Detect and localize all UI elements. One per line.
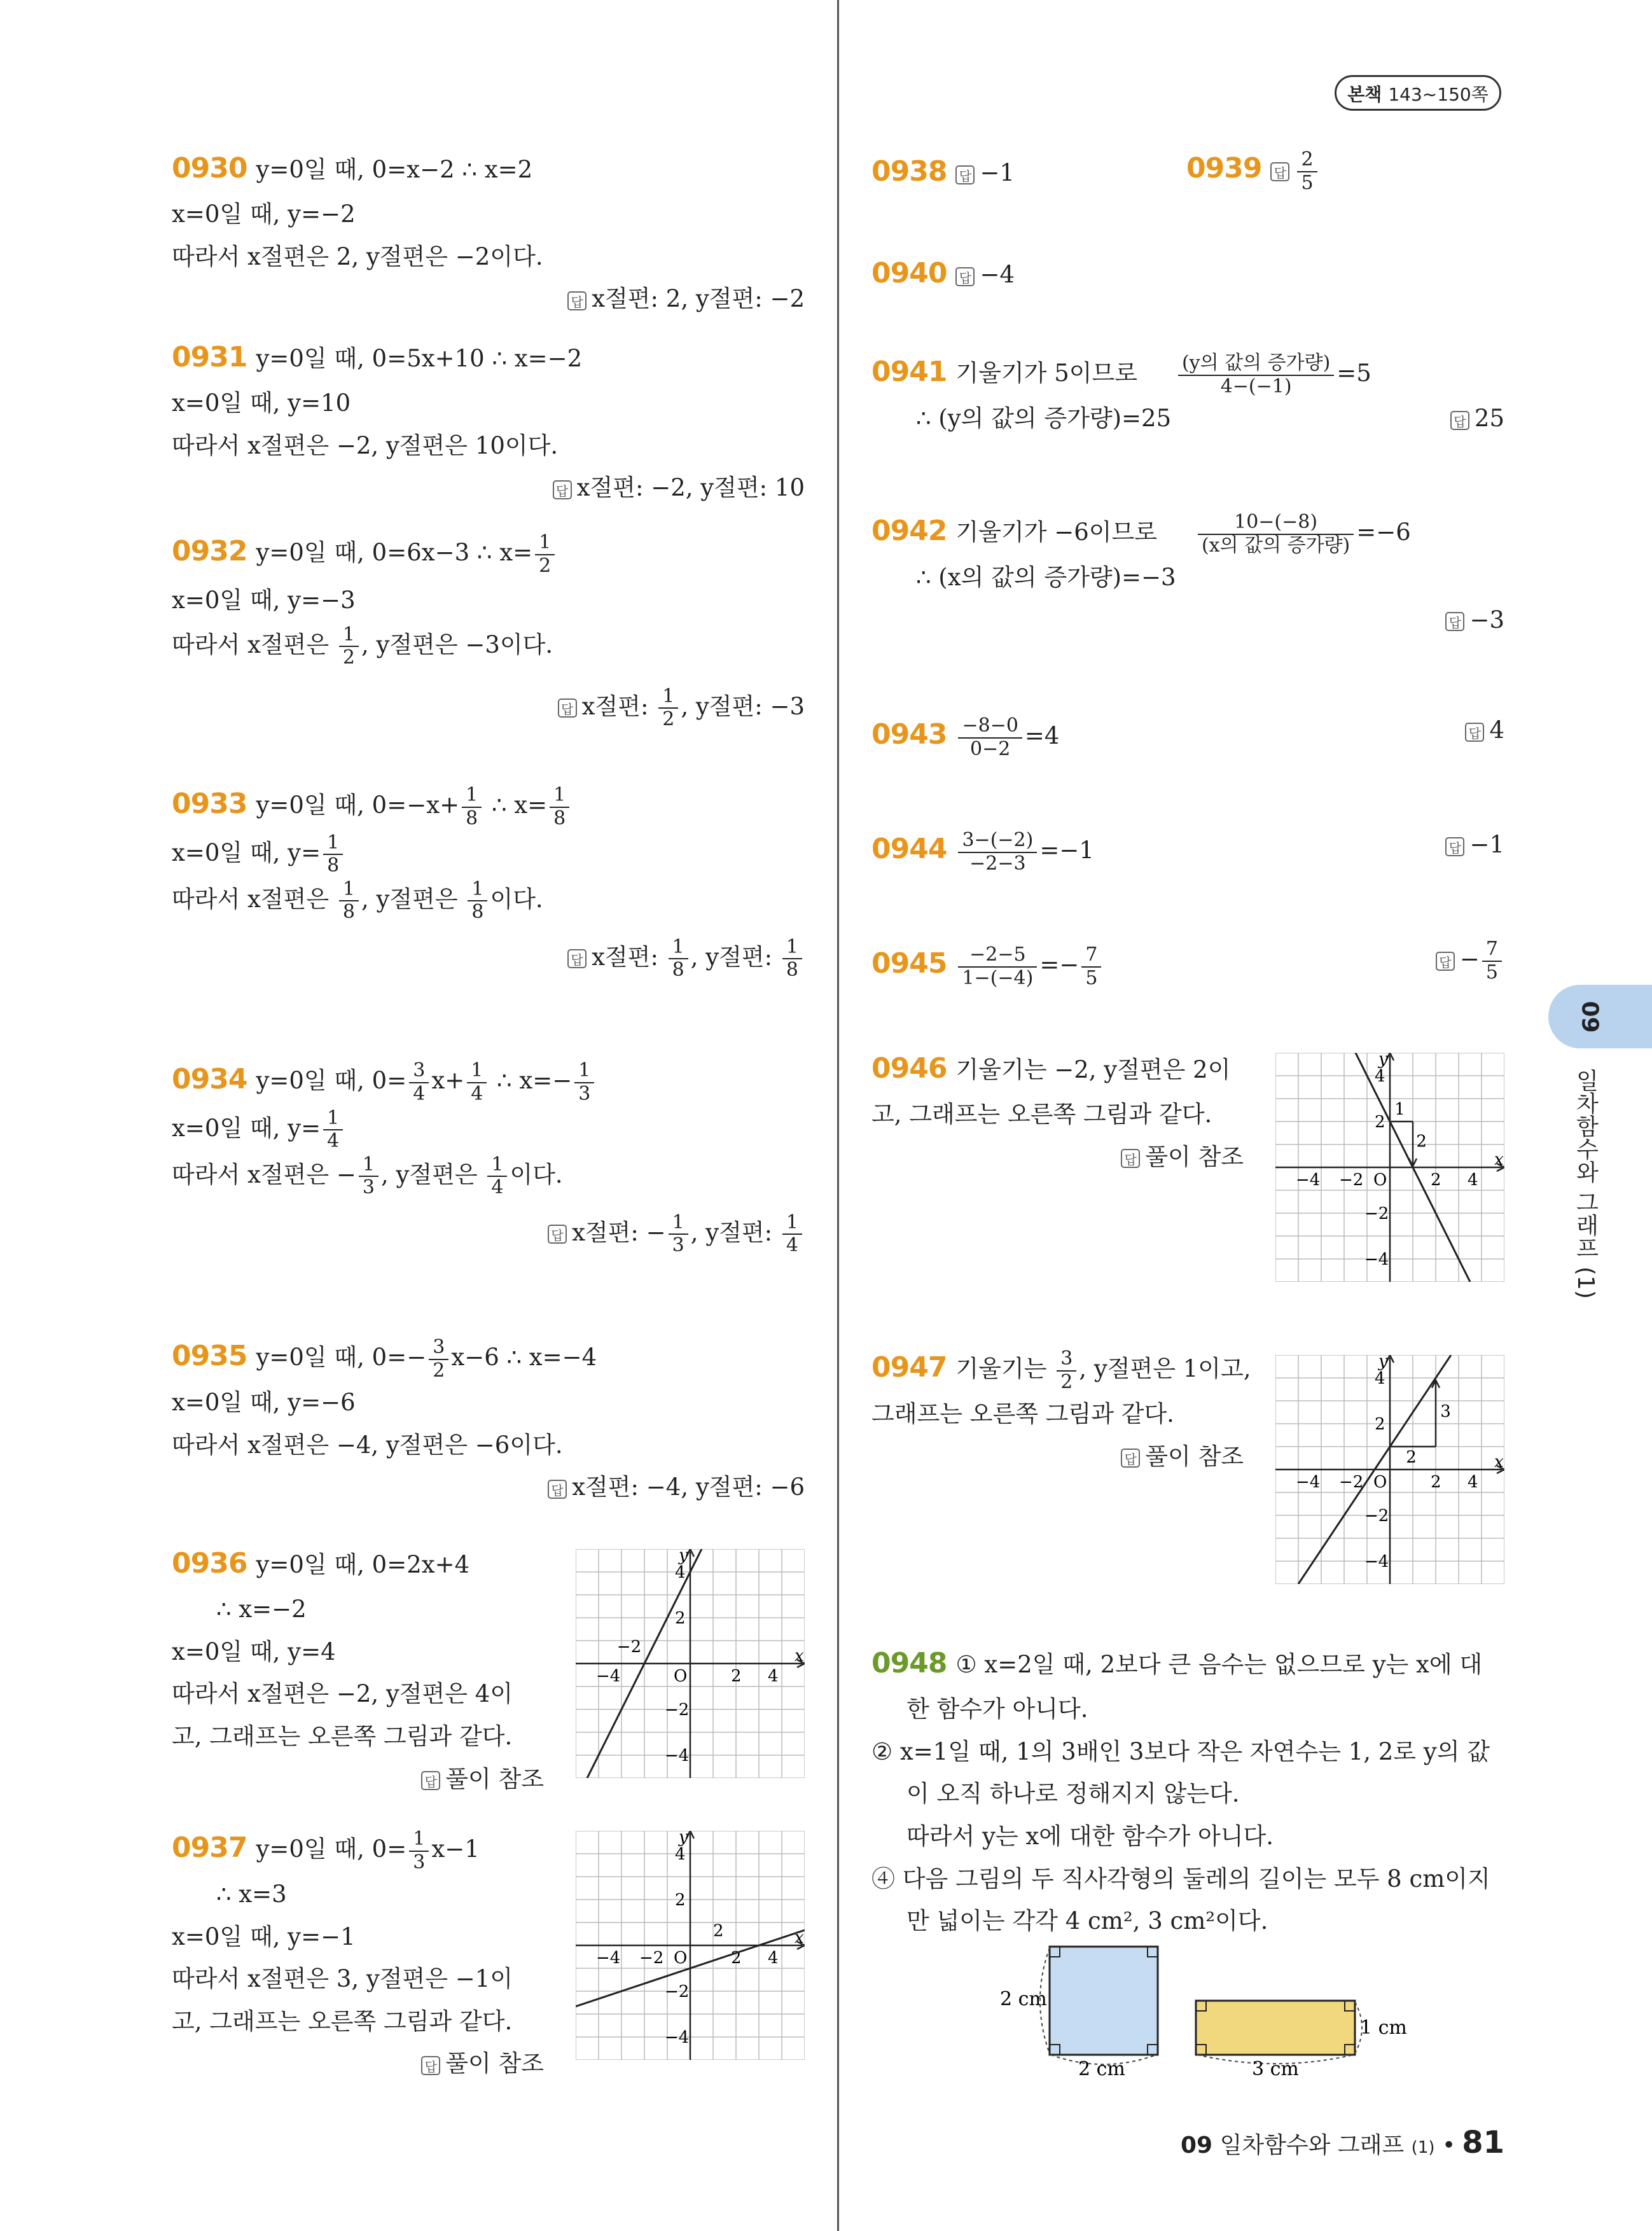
problem-0938: 0938 답 −1 — [871, 155, 1015, 188]
y-tick-label: 2 — [675, 1891, 686, 1910]
y-tick-label: 2 — [1375, 1415, 1385, 1434]
y-axis-label: y — [1378, 1355, 1388, 1371]
problem-0941: 0941 기울기가 5이므로 $\frac{\text{(y의 값의 증가량)}}{4-(-1)}$ =5 ∴ (y의 값의 증가량)=25 답 25 — [871, 352, 1504, 432]
x-intercept-label: −2 — [616, 1637, 642, 1657]
point-label: 2 — [713, 1921, 724, 1941]
problem-0931: 0931 y=0일 때, 0=5x+10 ∴ x=−2 x=0일 때, y=10 따라서 x절편은 −2, y절편은 10이다. 답 x절편: −2, y절편: 10 — [172, 341, 805, 502]
origin-label: O — [1373, 1171, 1387, 1190]
problem-0933: 0933 y=0일 때, 0=−x+ $\frac{1}{8}$ ∴ x= $\frac{1}{8}$ x=0일 때, y= $\frac{1}{8}$ 따라서 x절편은 $\frac{1}{8}$ , y절편은 $\frac{1}{8}$ 이다. 답 x절편: $\frac{1}{8}$ , y절편: $\frac{1}{8}$ — [172, 777, 805, 982]
rise-label: 2 — [1416, 1132, 1427, 1151]
problem-0930: 0930 y=0일 때, 0=x−2 ∴ x=2 x=0일 때, y=−2 따라서 x절편은 2, y절편은 −2이다. 답 x절편: 2, y절편: −2 — [172, 152, 805, 313]
chapter-side-tab: 09 — [1548, 985, 1652, 1048]
x-tick-label: 2 — [731, 1949, 742, 1968]
x-tick-label: 2 — [1431, 1473, 1441, 1492]
y-tick-label: 4 — [1375, 1067, 1385, 1086]
x-tick-label: 4 — [1468, 1171, 1478, 1190]
x-tick-label: −2 — [639, 1949, 664, 1968]
origin-label: O — [674, 1949, 688, 1968]
chapter-side-title: 일차함수와 그래프 (1) — [1572, 1069, 1599, 1299]
x-tick-label: −4 — [1296, 1473, 1321, 1492]
y-tick-label: −4 — [665, 2028, 690, 2047]
problem-0943: 0943 $\frac{-8-0}{0-2}$ =4 답 4 — [871, 714, 1504, 760]
page-number: 81 — [1462, 2125, 1504, 2160]
problem-0939: 0939 답 $\frac{2}{5}$ — [1186, 143, 1320, 194]
x-axis-label: x — [795, 1928, 804, 1947]
y-tick-label: −4 — [1364, 1552, 1389, 1571]
graph-0936 — [576, 1549, 805, 1778]
x-tick-label: 4 — [768, 1667, 779, 1686]
x-axis-label: x — [1494, 1150, 1504, 1169]
y-tick-label: 4 — [1375, 1369, 1385, 1388]
square-2cm — [1050, 1947, 1158, 2055]
problem-0946: 0946 기울기는 −2, y절편은 2이 고, 그래프는 오른쪽 그림과 같다. 답 풀이 참조 — [871, 1052, 1244, 1171]
x-tick-label: 4 — [768, 1949, 779, 1968]
x-axis-label: x — [795, 1646, 804, 1665]
graph-0937 — [576, 1831, 805, 2060]
problem-0932: 0932 y=0일 때, 0=6x−3 ∴ x= $\frac{1}{2}$ x=0일 때, y=−3 따라서 x절편은 $\frac{1}{2}$ , y절편은 −3이다. 답 x절편: $\frac{1}{2}$ , y절편: −3 — [172, 531, 805, 731]
y-axis-label: y — [1378, 1053, 1388, 1069]
x-tick-label: 2 — [1431, 1171, 1441, 1190]
rise-label: 3 — [1440, 1402, 1451, 1422]
x-tick-label: −4 — [1296, 1171, 1321, 1190]
run-label: 1 — [1394, 1100, 1405, 1120]
graph-0946 — [1275, 1053, 1504, 1282]
y-tick-label: 2 — [1375, 1113, 1385, 1132]
page-range-badge: 본책 143∼150쪽 — [1335, 75, 1501, 111]
rectangle-bottom-label: 3 cm — [1252, 2058, 1299, 2080]
rectangle-side-label: 1 cm — [1360, 2017, 1407, 2039]
graph-0947 — [1275, 1355, 1504, 1584]
problem-0934: 0934 y=0일 때, 0= $\frac{3}{4}$ x+ $\frac{1}{4}$ ∴ x=− $\frac{1}{3}$ x=0일 때, y= $\frac{1}{4}$ 따라서 x절편은 − $\frac{1}{3}$ , y절편은 $\frac{1}{4}$ 이다. 답 x절편: − $\frac{1}{3}$ , y절편: $\frac{1}{4}$ — [172, 1053, 805, 1257]
problem-0940: 0940 답 −4 — [871, 257, 1015, 289]
problem-0944: 0944 $\frac{3-(-2)}{-2-3}$ =−1 답 −1 — [871, 829, 1504, 875]
y-tick-label: −2 — [665, 1982, 690, 2001]
y-axis-label: y — [679, 1831, 688, 1847]
square-side-label: 2 cm — [1000, 1988, 1047, 2010]
x-tick-label: −2 — [1339, 1171, 1364, 1190]
y-tick-label: −4 — [1364, 1250, 1389, 1269]
y-tick-label: 4 — [675, 1563, 686, 1582]
y-tick-label: 2 — [675, 1609, 686, 1628]
page-footer: 09 일차함수와 그래프 (1) • 81 — [1181, 2125, 1504, 2160]
x-tick-label: 2 — [731, 1667, 742, 1686]
problem-0935: 0935 y=0일 때, 0=− $\frac{3}{2}$ x−6 ∴ x=−4 x=0일 때, y=−6 따라서 x절편은 −4, y절편은 −6이다. 답 x절편: −4, y절편: −6 — [172, 1336, 805, 1501]
problem-0948: 0948 ① x=2일 때, 2보다 큰 음수는 없으므로 y는 x에 대 한 함수가 아니다. ② x=1일 때, 1의 3배인 3보다 작은 자연수는 1, 2로 y의 값 이 오직 하나로 정해지지 않는다. 따라서 y는 x에 대한 함수가 아니다. ④ 다음 그림의 두 직사각형의 둘레의 길이는 모두 8 cm이지 만 넓이는 각각 4 cm², 3 cm²이다. — [871, 1647, 1490, 1935]
y-axis-label: y — [679, 1549, 688, 1565]
problem-0942: 0942 기울기가 −6이므로 $\frac{10-(-8)}{\text{(x의 값의 증가량)}}$ =−6 ∴ (x의 값의 증가량)=−3 답 −3 — [871, 511, 1504, 634]
origin-label: O — [674, 1667, 688, 1686]
rectangles-figure-0948 — [992, 1934, 1412, 2080]
square-bottom-label: 2 cm — [1078, 2058, 1125, 2080]
y-tick-label: −4 — [665, 1746, 690, 1765]
y-tick-label: −2 — [1364, 1204, 1389, 1223]
x-tick-label: −4 — [596, 1949, 621, 1968]
x-axis-label: x — [1494, 1452, 1504, 1471]
problem-0937: 0937 y=0일 때, 0= $\frac{1}{3}$ x−1 ∴ x=3 x=0일 때, y=−1 따라서 x절편은 3, y절편은 −1이 고, 그래프는 오른쪽 그림과 같다. 답 풀이 참조 — [172, 1828, 544, 2078]
y-tick-label: 4 — [675, 1845, 686, 1864]
x-tick-label: −4 — [596, 1667, 621, 1686]
y-tick-label: −2 — [665, 1700, 690, 1720]
y-tick-label: −2 — [1364, 1506, 1389, 1526]
problem-0936: 0936 y=0일 때, 0=2x+4 ∴ x=−2 x=0일 때, y=4 따라서 x절편은 −2, y절편은 4이 고, 그래프는 오른쪽 그림과 같다. 답 풀이 참조 — [172, 1547, 544, 1793]
origin-label: O — [1373, 1473, 1387, 1492]
problem-0945: 0945 $\frac{-2-5}{1-(-4)}$ =− $\frac{7}{5}$ 답 − $\frac{7}{5}$ — [871, 938, 1504, 989]
x-tick-label: 4 — [1468, 1473, 1478, 1492]
rectangle-3cm-1cm — [1196, 2001, 1355, 2055]
column-divider — [837, 0, 839, 2231]
problem-0947: 0947 기울기는 $\frac{3}{2}$ , y절편은 1이고, 그래프는 오른쪽 그림과 같다. 답 풀이 참조 — [871, 1347, 1251, 1470]
x-tick-label: −2 — [1339, 1473, 1364, 1492]
run-label: 2 — [1406, 1448, 1417, 1468]
